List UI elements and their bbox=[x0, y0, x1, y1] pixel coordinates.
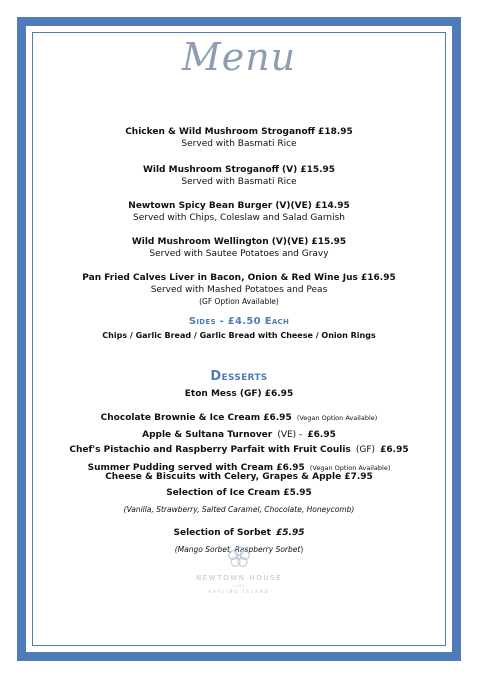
main-item-name: Newtown Spicy Bean Burger (V)(VE) £14.95 bbox=[128, 201, 350, 211]
main-item-desc: Served with Basmati Rice bbox=[181, 139, 297, 149]
dessert-name: Chef's Pistachio and Raspberry Parfait with Fruit Coulis bbox=[69, 445, 351, 455]
dessert-note: (Vegan Option Available) bbox=[296, 414, 378, 422]
desserts-heading: Desserts bbox=[210, 369, 268, 384]
main-item-desc: Served with Chips, Coleslaw and Salad Garnish bbox=[133, 213, 345, 223]
main-item-name: Pan Fried Calves Liver in Bacon, Onion & Red Wine Jus £16.95 bbox=[82, 273, 396, 283]
dessert-name: Summer Pudding served with Cream £6.95 bbox=[87, 463, 305, 473]
dessert-name: Chocolate Brownie & Ice Cream £6.95 bbox=[100, 413, 292, 423]
dessert-item bbox=[0, 437, 478, 456]
main-item-name: Chicken & Wild Mushroom Stroganoff £18.95 bbox=[125, 127, 353, 137]
sides-heading: Sides - £4.50 Each bbox=[188, 316, 290, 327]
logo-name: NEWTOWN HOUSE bbox=[195, 574, 283, 582]
dessert-price: £6.95 bbox=[380, 445, 409, 455]
main-item-desc: Served with Sautee Potatoes and Gravy bbox=[149, 249, 329, 259]
main-item-desc: Served with Basmati Rice bbox=[181, 177, 297, 187]
dessert-name: Selection of Sorbet bbox=[173, 528, 271, 538]
dessert-flavours: (Vanilla, Strawberry, Salted Caramel, Chocolate, Honeycomb) bbox=[123, 505, 355, 514]
logo-location: HAYLING ISLAND bbox=[208, 589, 270, 594]
newtown-house-logo bbox=[0, 544, 478, 594]
dessert-name: Apple & Sultana Turnover bbox=[142, 430, 273, 440]
main-item-name: Wild Mushroom Stroganoff (V) £15.95 bbox=[142, 165, 336, 175]
dessert-item: Eton Mess (GF) £6.95 bbox=[184, 389, 294, 399]
dessert-tag: (GF) bbox=[355, 445, 376, 455]
main-item-desc: Served with Mashed Potatoes and Peas bbox=[150, 285, 328, 295]
dessert-tag: (VE) - bbox=[277, 430, 303, 440]
dessert-price: £5.95 bbox=[276, 528, 305, 538]
flower-logo-icon bbox=[226, 544, 252, 570]
dessert-item: Selection of Ice Cream £5.95 bbox=[166, 488, 312, 498]
logo-established: 1783 bbox=[232, 584, 246, 588]
sides-items: Chips / Garlic Bread / Garlic Bread with Cheese / Onion Rings bbox=[102, 331, 376, 340]
dessert-item: Cheese & Biscuits with Celery, Grapes & Apple £7.95 bbox=[105, 472, 373, 482]
dessert-flavours: (Mango Sorbet, Raspberry Sorbet bbox=[174, 545, 301, 554]
dessert-price: £6.95 bbox=[307, 430, 336, 440]
main-item-name: Wild Mushroom Wellington (V)(VE) £15.95 bbox=[131, 237, 347, 247]
main-item-note: (GF Option Available) bbox=[199, 297, 279, 306]
dessert-note: (Vegan Option Available) bbox=[309, 464, 391, 472]
menu-title: Menu bbox=[181, 35, 297, 79]
dessert-flavours-close: ) bbox=[300, 545, 304, 554]
